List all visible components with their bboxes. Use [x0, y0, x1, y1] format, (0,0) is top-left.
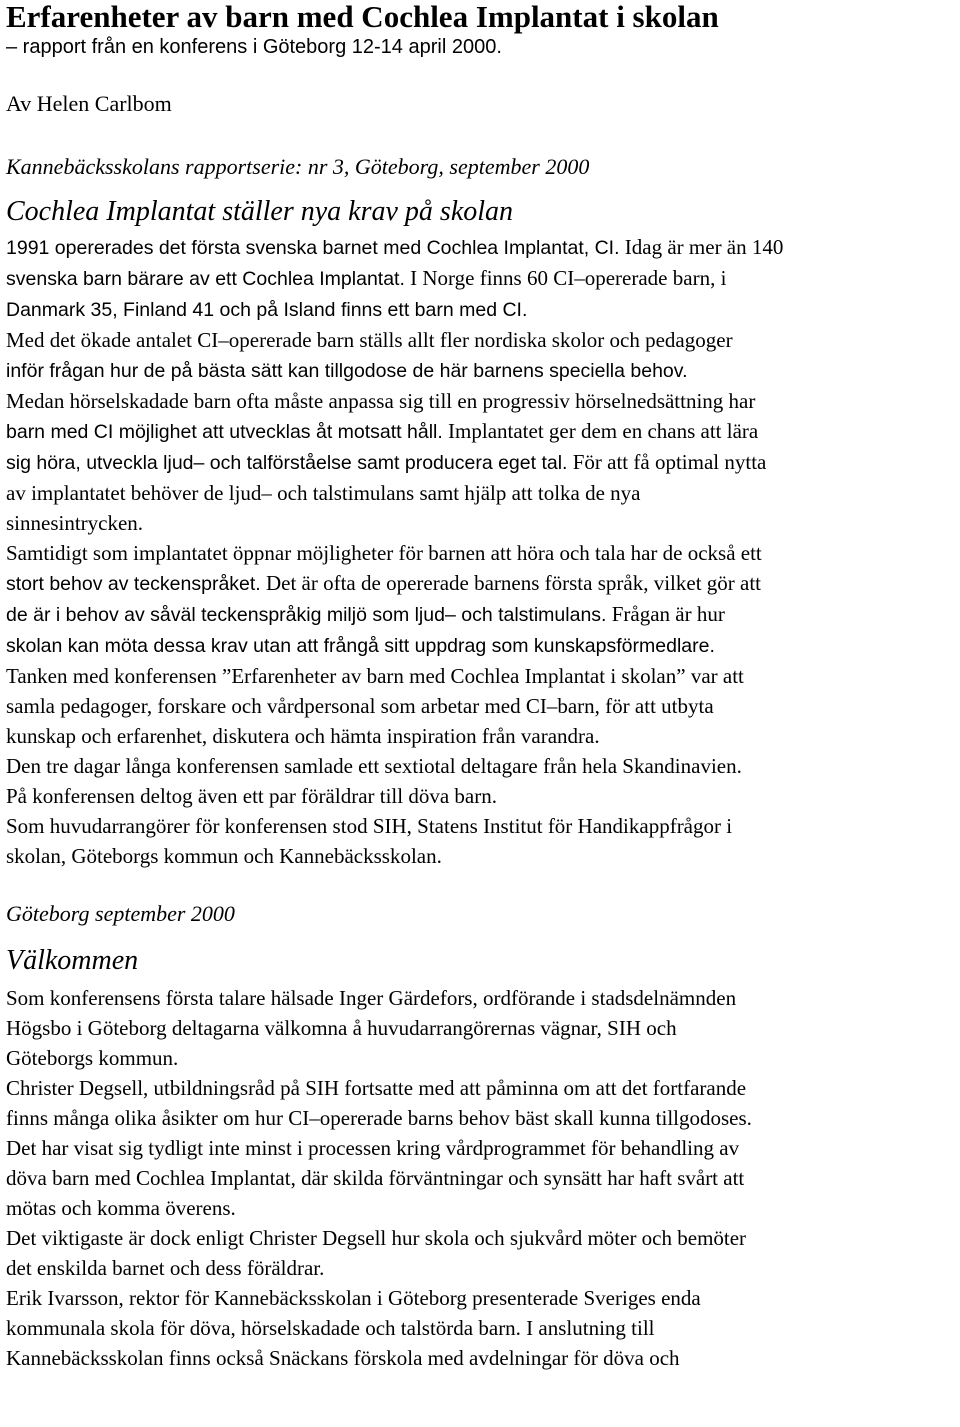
- document-page: [6, 0, 956, 1373]
- paragraph-line: samla pedagoger, forskare och vårdpersonal som arbetar med CI–barn, för att utbyta: [6, 694, 714, 718]
- paragraph-line: [6, 232, 956, 263]
- text-segment: svenska barn bärare av ett Cochlea Implantat.: [6, 268, 405, 290]
- paragraph-line: [6, 599, 956, 630]
- author-line: Av Helen Carlbom: [6, 91, 172, 116]
- paragraph-line: Medan hörselskadade barn ofta måste anpassa sig till en progressiv hörselnedsättning har: [6, 389, 756, 413]
- paragraph-line: [6, 568, 956, 599]
- document-title: Erfarenheter av barn med Cochlea Implantat i skolan: [6, 0, 719, 34]
- text-segment: 1991 opererades det första svenska barnet med Cochlea Implantat, CI.: [6, 237, 620, 259]
- paragraph-line: Christer Degsell, utbildningsråd på SIH fortsatte med att påminna om att det fortfarande: [6, 1076, 747, 1100]
- paragraph-line: Erik Ivarsson, rektor för Kannebäcksskolan i Göteborg presenterade Sveriges enda: [6, 1286, 701, 1310]
- paragraph-line: [6, 630, 956, 661]
- text-segment: barn med CI möjlighet att utvecklas åt motsatt håll.: [6, 421, 443, 443]
- paragraph-line: kommunala skola för döva, hörselskadade och talstörda barn. I anslutning till: [6, 1316, 655, 1340]
- paragraph-line: [6, 447, 956, 478]
- dateline: Göteborg september 2000: [6, 901, 235, 926]
- paragraph-line: Högsbo i Göteborg deltagarna välkomna å huvudarrangörernas vägnar, SIH och: [6, 1016, 677, 1040]
- text-segment: Implantatet ger dem en chans att lära: [442, 419, 759, 443]
- paragraph-line: Samtidigt som implantatet öppnar möjligheter för barnen att höra och tala har de också ett: [6, 541, 762, 565]
- paragraph-line: Den tre dagar långa konferensen samlade ett sextiotal deltagare från hela Skandinavien.: [6, 754, 742, 778]
- paragraph-line: [6, 263, 956, 294]
- text-segment: de är i behov av såväl teckenspråkig miljö som ljud– och talstimulans.: [6, 604, 607, 626]
- paragraph-line: döva barn med Cochlea Implantat, där skilda förväntningar och synsätt har haft svårt att: [6, 1166, 745, 1190]
- paragraph-line: skolan, Göteborgs kommun och Kannebäcksskolan.: [6, 844, 442, 868]
- paragraph-line: Tanken med konferensen ”Erfarenheter av barn med Cochlea Implantat i skolan” var att: [6, 664, 744, 688]
- paragraph-line: Med det ökade antalet CI–opererade barn ställs allt fler nordiska skolor och pedagoger: [6, 328, 733, 352]
- paragraph-line: Det har visat sig tydligt inte minst i processen kring vårdprogrammet för behandling av: [6, 1136, 740, 1160]
- text-segment: Danmark 35, Finland 41 och på Island finns ett barn med CI.: [6, 299, 528, 321]
- paragraph-line: mötas och komma överens.: [6, 1196, 236, 1220]
- paragraph-line: [6, 416, 956, 447]
- text-segment: stort behov av teckenspråket.: [6, 573, 261, 595]
- text-segment: Idag är mer än 140: [619, 235, 784, 259]
- paragraph-line: [6, 355, 956, 386]
- text-segment: Frågan är hur: [606, 602, 725, 626]
- section-body-cochlea: [6, 232, 956, 871]
- paragraph-line: finns många olika åsikter om hur CI–opererade barns behov bäst skall kunna tillgodoses.: [6, 1106, 752, 1130]
- paragraph-line: Kannebäcksskolan finns också Snäckans förskola med avdelningar för döva och: [6, 1346, 680, 1370]
- paragraph-line: Göteborgs kommun.: [6, 1046, 179, 1070]
- paragraph-line: Som konferensens första talare hälsade Inger Gärdefors, ordförande i stadsdelnämnden: [6, 986, 737, 1010]
- paragraph-line: kunskap och erfarenhet, diskutera och hämta inspiration från varandra.: [6, 724, 600, 748]
- paragraph-line: av implantatet behöver de ljud– och talstimulans samt hjälp att tolka de nya: [6, 481, 641, 505]
- paragraph-line: sinnesintrycken.: [6, 511, 144, 535]
- report-series: Kannebäcksskolans rapportserie: nr 3, Göteborg, september 2000: [6, 154, 590, 179]
- section-body-valkommen: [6, 983, 956, 1373]
- section-heading-cochlea: Cochlea Implantat ställer nya krav på skolan: [6, 196, 514, 227]
- paragraph-line: Som huvudarrangörer för konferensen stod SIH, Statens Institut för Handikappfrågor i: [6, 814, 733, 838]
- section-heading-valkommen: Välkommen: [6, 945, 139, 976]
- paragraph-line: På konferensen deltog även ett par föräldrar till döva barn.: [6, 784, 497, 808]
- paragraph-line: det enskilda barnet och dess föräldrar.: [6, 1256, 325, 1280]
- text-segment: sig höra, utveckla ljud– och talförståelse samt producera eget tal.: [6, 452, 568, 474]
- text-segment: Det är ofta de opererade barnens första språk, vilket gör att: [260, 571, 762, 595]
- paragraph-line: [6, 294, 956, 325]
- paragraph-line: Det viktigaste är dock enligt Christer Degsell hur skola och sjukvård möter och bemöter: [6, 1226, 747, 1250]
- text-segment: inför frågan hur de på bästa sätt kan tillgodose de här barnens speciella behov.: [6, 360, 688, 382]
- text-segment: skolan kan möta dessa krav utan att frångå sitt uppdrag som kunskapsförmedlare.: [6, 635, 715, 657]
- text-segment: I Norge finns 60 CI–opererade barn, i: [404, 266, 727, 290]
- document-subtitle: – rapport från en konferens i Göteborg 12-14 april 2000.: [6, 36, 502, 58]
- text-segment: För att få optimal nytta: [567, 450, 767, 474]
